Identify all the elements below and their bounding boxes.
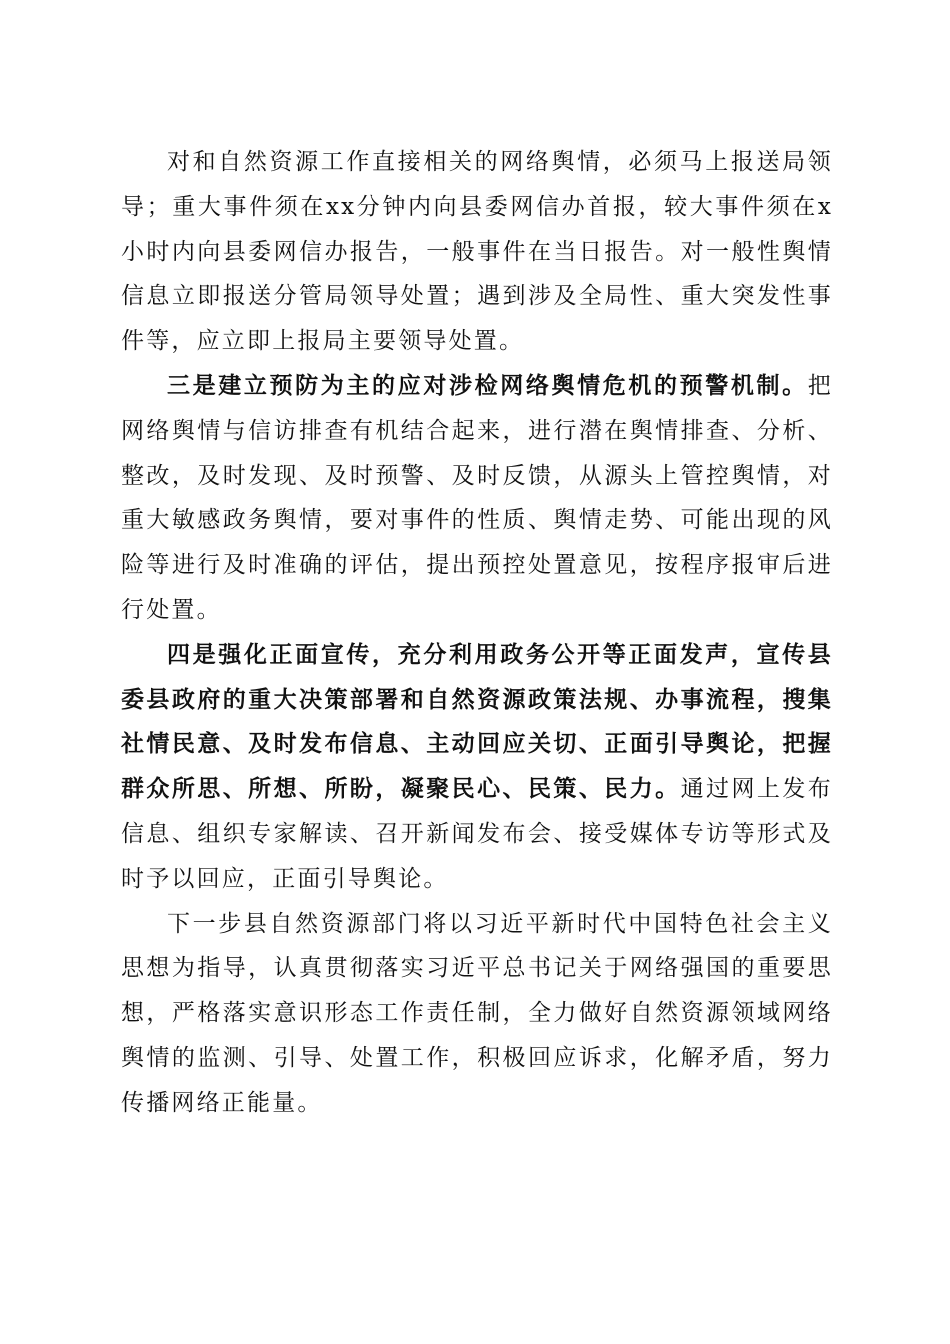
paragraph-text: 对和自然资源工作直接相关的网络舆情，必须马上报送局领导；重大事件须在xx分钟内向县委网信办首报，较大事件须在x小时内向县委网信办报告，一般事件在当日报告。对一般性舆情信息立即报送分管局领导处置；遇到涉及全局性、重大突发性事件等，应立即上报局主要领导处置。 xyxy=(121,149,833,355)
paragraph-lead-heading: 四是强化正面宣传，充分利用政务公开等正面发声，宣传县委县政府的重大决策部署和自然资源政策法规、办事流程，搜集社情民意、及时发布信息、主动回应关切、正面引导舆论，把握群众所思、所想、所盼，凝聚民心、民策、民力。 xyxy=(121,640,833,803)
paragraph-lead-heading: 三是建立预防为主的应对涉检网络舆情危机的预警机制。 xyxy=(167,371,808,399)
paragraph-text: 把网络舆情与信访排查有机结合起来，进行潜在舆情排查、分析、整改，及时发现、及时预警、及时反馈，从源头上管控舆情，对重大敏感政务舆情，要对事件的性质、舆情走势、可能出现的风险等进行及时准确的评估，提出预控处置意见，按程序报审后进行处置。 xyxy=(121,372,833,623)
paragraph-text: 通过网上发布信息、组织专家解读、召开新闻发布会、接受媒体专访等形式及时予以回应，正面引导舆论。 xyxy=(121,776,833,892)
paragraph-positive-publicity xyxy=(121,633,833,902)
paragraph-next-steps xyxy=(121,902,833,1126)
paragraph-text: 下一步县自然资源部门将以习近平新时代中国特色社会主义思想为指导，认真贯彻落实习近平总书记关于网络强国的重要思想，严格落实意识形态工作责任制，全力做好自然资源领域网络舆情的监测、引导、处置工作，积极回应诉求，化解矛盾，努力传播网络正能量。 xyxy=(121,910,833,1116)
paragraph-early-warning-mechanism xyxy=(121,364,833,633)
paragraph-reporting-timeline xyxy=(121,140,833,364)
document-body xyxy=(121,140,833,1126)
